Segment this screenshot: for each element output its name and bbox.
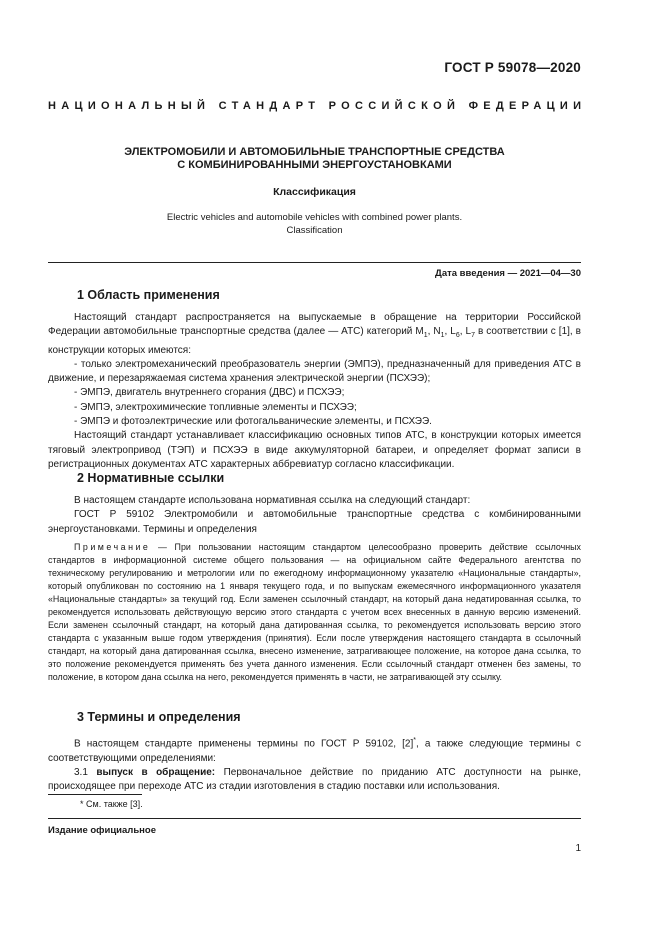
english-title	[48, 212, 581, 237]
section-1-paragraph-1	[48, 311, 581, 358]
list-item-4	[48, 415, 581, 429]
section-1-paragraph-2	[48, 429, 581, 472]
section-3-body	[48, 734, 581, 795]
p2-text: Настоящий стандарт устанавливает классификацию основных типов АТС, в конструкции которых имеется тяговый электропривод (ТЭП) и ПСХЭЭ в виде аккумуляторной батареи, и определяет формат записи в регистрационных документах АТС характерных аббревиатур согласно классификации.	[48, 430, 581, 470]
document-subtitle: Классификация	[273, 186, 356, 198]
english-title-line-1: Electric vehicles and automobile vehicles with combined power plants.	[166, 212, 463, 223]
list-item-1-text: - только электромеханический преобразователь энергии (ЭМПЭ), предназначенный для приведения АТС в движение, и перезаряжаемая система хранения электрической энергии (ПСХЭЭ);	[48, 358, 581, 385]
term-name: выпуск в обращение:	[96, 766, 216, 778]
gost-number: ГОСТ Р 59078—2020	[444, 60, 581, 75]
document-title	[48, 146, 581, 172]
footnote: * См. также [3].	[80, 799, 143, 809]
section-3-paragraph-1	[48, 734, 581, 766]
section-1-body	[48, 311, 581, 472]
list-item-3-text: - ЭМПЭ, электрохимические топливные элементы и ПСХЭЭ;	[74, 401, 357, 413]
p1-text-d: , L	[459, 326, 472, 338]
list-item-1	[48, 358, 581, 387]
s2-p1-text: В настоящем стандарте использована нормативная ссылка на следующий стандарт:	[74, 495, 471, 506]
section-3-heading: 3 Термины и определения	[77, 710, 241, 724]
p1-text-c: , L	[444, 326, 456, 338]
s3-p1-text-a: В настоящем стандарте применены термины по ГОСТ Р 59102, [2]	[74, 738, 414, 750]
term-definition: Первоначальное действие по приданию АТС доступности на рынке, происходящее при переходе АТС из стадии изготовления в стадию поставки или использования.	[48, 766, 581, 793]
p1-sub-2: 1	[440, 332, 445, 340]
list-item-3	[48, 401, 581, 415]
p1-text-b: , N	[427, 326, 441, 338]
introduction-date: Дата введения — 2021—04—30	[435, 268, 581, 279]
english-title-line-2: Classification	[286, 224, 343, 236]
s3-p1-text-b: , а также следующие термины с соответствующими определениями:	[48, 738, 582, 764]
term-3-1	[48, 766, 581, 795]
title-line-1: ЭЛЕКТРОМОБИЛИ И АВТОМОБИЛЬНЫЕ ТРАНСПОРТНЫЕ СРЕДСТВА	[124, 146, 505, 158]
note-block	[48, 541, 581, 684]
p1-sub-4: 7	[471, 332, 475, 340]
national-standard-banner: НАЦИОНАЛЬНЫЙ СТАНДАРТ РОССИЙСКОЙ ФЕДЕРАЦИИ	[48, 100, 587, 112]
footnote-marker: *	[413, 737, 416, 744]
p1-sub-1: 1	[423, 332, 428, 340]
official-edition-label: Издание официальное	[48, 825, 156, 836]
title-line-2: С КОМБИНИРОВАННЫМИ ЭНЕРГОУСТАНОВКАМИ	[177, 159, 452, 171]
term-number: 3.1	[74, 766, 97, 778]
note-text: — При пользовании настоящим стандартом целесообразно проверить действие ссылочных стандартов в информационной системе общего пользования — на официальном сайте Федерального агентства по техническому регулированию и метрологии или по ежегодному информационному указателю «Национальные стандарты», который опубликован по состоянию на 1 января текущего года, и по выпускам ежемесячного информационного указателя «Национальные стандарты» за текущий год. Если заменен ссылочный стандарт, на который дана недатированная ссылка, то рекомендуется использовать действующую версию этого стандарта с учетом всех внесенных в данную версию изменений. Если заменен ссылочный стандарт, на который дана датированная ссылка, то рекомендуется использовать версию этого стандарта с указанным выше годом утверждения (принятия). Если после утверждения настоящего стандарта в ссылочный стандарт, на который дана датированная ссылка, внесено изменение, затрагивающее положение, на которое дана ссылка, то это положение рекомендуется применять без учета данного изменения. Если ссылочный стандарт отменен без замены, то положение, в котором дана ссылка на него, рекомендуется применять в части, не затрагивающей эту ссылку.	[48, 542, 581, 682]
page-number: 1	[575, 843, 581, 854]
footer-divider	[48, 818, 581, 819]
list-item-2-text: - ЭМПЭ, двигатель внутреннего сгорания (ДВС) и ПСХЭЭ;	[74, 387, 345, 399]
section-2-reference	[48, 508, 581, 537]
p1-text-e: в соответствии с [1], в конструкции которых имеются:	[48, 326, 581, 356]
p1-sub-3: 6	[455, 332, 460, 340]
footnote-divider	[48, 794, 142, 795]
s2-p2-text: ГОСТ Р 59102 Электромобили и автомобильные транспортные средства с комбинированными энергоустановками. Термины и определения	[48, 509, 581, 535]
list-item-4-text: - ЭМПЭ и фотоэлектрические или фотогальванические элементы, и ПСХЭЭ.	[74, 416, 432, 428]
section-1-heading: 1 Область применения	[77, 288, 220, 302]
list-item-2	[48, 386, 581, 400]
p1-text-a: Настоящий стандарт распространяется на выпускаемые в обращение на территории Российской Федерации автомобильные транспортные средства (далее — АТС) категорий M	[48, 312, 581, 338]
section-2-body	[48, 494, 581, 537]
note-label: Примечание	[74, 542, 151, 552]
section-2-paragraph-1	[48, 494, 581, 508]
header-divider	[48, 262, 581, 263]
section-2-heading: 2 Нормативные ссылки	[77, 471, 225, 485]
